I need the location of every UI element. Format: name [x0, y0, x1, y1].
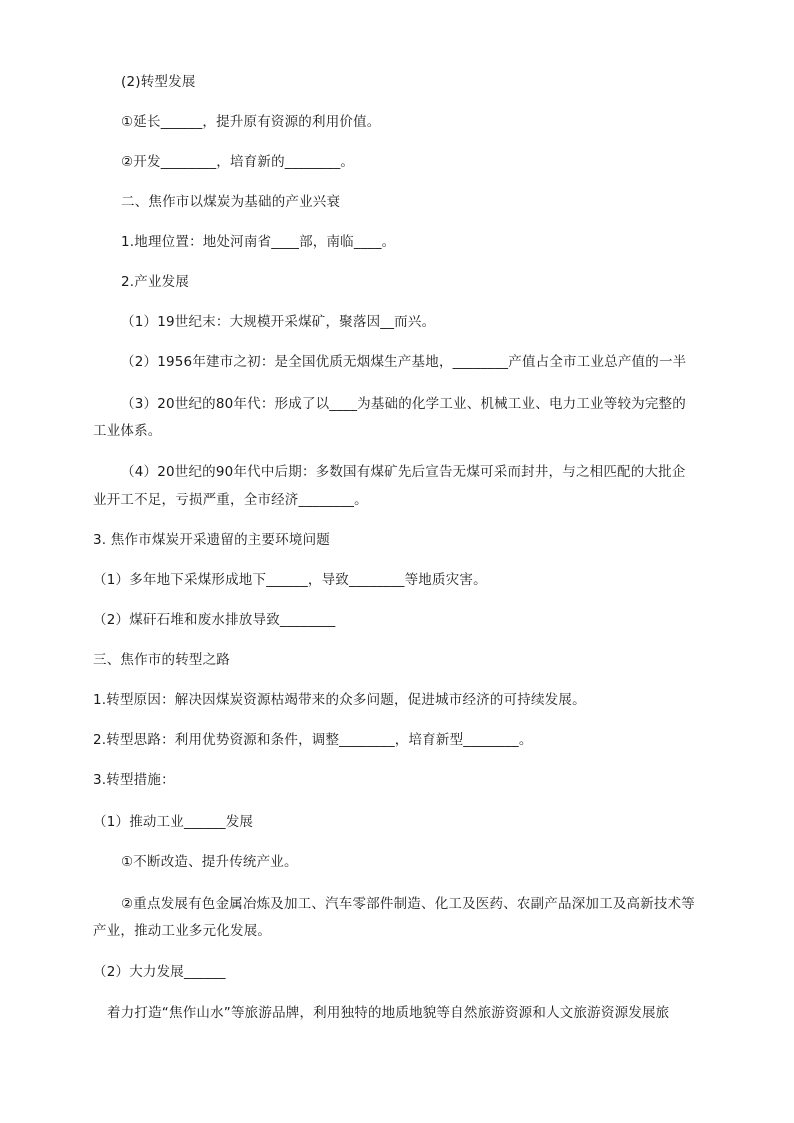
- list-item-industry-development: 2.产业发展: [121, 274, 190, 290]
- list-item-focus-cont: 产业，推动工业多元化发展。: [93, 923, 272, 939]
- list-item-1956: （2）1956年建市之初：是全国优质无烟煤生产基地，________产值占全市工业总产值的一半: [121, 354, 687, 370]
- paragraph-tourism: 着力打造“焦作山水”等旅游品牌，利用独特的地质地貌等自然旅游资源和人文旅游资源发展旅: [107, 1005, 670, 1021]
- list-item-gangue: （2）煤矸石堆和废水排放导致________: [93, 612, 336, 628]
- list-item-upgrade: ①不断改造、提升传统产业。: [121, 854, 298, 870]
- list-item-extend: ①延长______，提升原有资源的利用价值。: [121, 114, 381, 130]
- list-item-subsidence: （1）多年地下采煤形成地下______，导致________等地质灾害。: [93, 572, 487, 588]
- list-item-19th-century: （1）19世纪末：大规模开采煤矿，聚落因__而兴。: [121, 314, 436, 330]
- section-heading-env-problems: 3. 焦作市煤炭开采遗留的主要环境问题: [93, 532, 330, 548]
- list-item-tourism: （2）大力发展______: [93, 964, 226, 980]
- list-item-1990s: （4）20世纪的90年代中后期：多数国有煤矿先后宣告无煤可采而封井，与之相匹配的大批企: [121, 464, 686, 480]
- section-heading-transformation: (2)转型发展: [121, 74, 196, 90]
- list-item-approach: 2.转型思路：利用优势资源和条件，调整________，培育新型________。: [93, 732, 533, 748]
- list-item-focus: ②重点发展有色金属冶炼及加工、汽车零部件制造、化工及医药、农副产品深加工及高新技术等: [121, 896, 696, 912]
- list-item-location: 1.地理位置：地处河南省____部，南临____。: [121, 234, 396, 250]
- list-item-1980s-cont: 工业体系。: [93, 423, 162, 439]
- section-heading-transformation-path: 三、焦作市的转型之路: [93, 652, 230, 668]
- section-heading-coal-industry: 二、焦作市以煤炭为基础的产业兴衰: [121, 194, 341, 210]
- list-item-develop: ②开发________，培育新的________。: [121, 154, 355, 170]
- list-item-reason: 1.转型原因：解决因煤炭资源枯竭带来的众多问题，促进城市经济的可持续发展。: [93, 692, 586, 708]
- list-item-1980s: （3）20世纪的80年代：形成了以____为基础的化学工业、机械工业、电力工业等较为完整的: [121, 396, 686, 412]
- list-item-measures: 3.转型措施：: [93, 772, 175, 788]
- list-item-industry: （1）推动工业______发展: [93, 814, 254, 830]
- list-item-1990s-cont: 业开工不足，亏损严重，全市经济________。: [93, 492, 368, 508]
